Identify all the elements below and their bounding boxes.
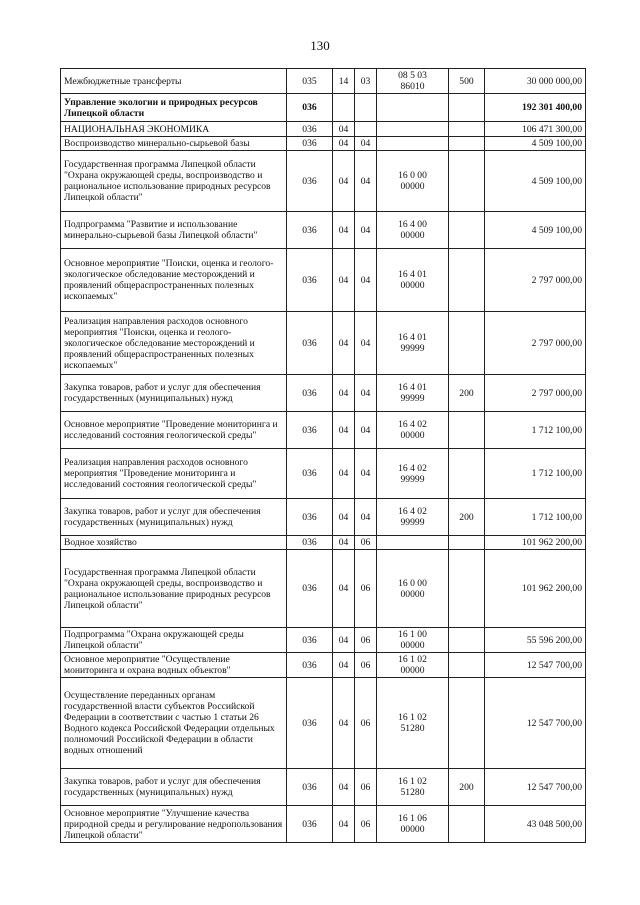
table-row bbox=[61, 449, 586, 499]
cell-section: 04 bbox=[333, 449, 355, 499]
cell-subsection: 06 bbox=[355, 678, 377, 769]
cell-name: НАЦИОНАЛЬНАЯ ЭКОНОМИКА bbox=[61, 122, 287, 137]
cell-amount: 4 509 100,00 bbox=[485, 151, 586, 212]
cell-subsection: 06 bbox=[355, 653, 377, 678]
cell-section: 04 bbox=[333, 628, 355, 653]
cell-target-article: 16 0 00 00000 bbox=[377, 550, 449, 628]
cell-target-article: 16 1 02 00000 bbox=[377, 653, 449, 678]
cell-amount: 1 712 100,00 bbox=[485, 499, 586, 536]
cell-expense-type: 200 bbox=[449, 375, 485, 412]
cell-section bbox=[333, 94, 355, 122]
table-row bbox=[61, 499, 586, 536]
cell-section: 04 bbox=[333, 412, 355, 449]
table-row bbox=[61, 69, 586, 94]
cell-code: 036 bbox=[287, 122, 333, 137]
cell-target-article: 16 4 02 00000 bbox=[377, 412, 449, 449]
cell-name: Осуществление переданных органам государственной власти субъектов Российской Федерации в соответствии с частью 1 статьи 26 Водного кодекса Российской Федерации отдельных полномочий Российской Федерации в области водных отношений bbox=[61, 678, 287, 769]
cell-code: 036 bbox=[287, 312, 333, 375]
table-row bbox=[61, 122, 586, 137]
cell-amount: 12 547 700,00 bbox=[485, 653, 586, 678]
cell-name: Межбюджетные трансферты bbox=[61, 69, 287, 94]
cell-section: 04 bbox=[333, 212, 355, 249]
cell-subsection: 04 bbox=[355, 249, 377, 312]
cell-target-article: 16 1 02 51280 bbox=[377, 769, 449, 806]
cell-subsection: 06 bbox=[355, 628, 377, 653]
cell-target-article: 16 1 06 00000 bbox=[377, 806, 449, 843]
cell-subsection: 06 bbox=[355, 536, 377, 550]
cell-name: Основное мероприятие "Поиски, оценка и геолого-экологическое обследование месторождений и проявлений общераспространенных полезных ископаемых" bbox=[61, 249, 287, 312]
cell-section: 04 bbox=[333, 536, 355, 550]
cell-expense-type bbox=[449, 94, 485, 122]
cell-expense-type bbox=[449, 249, 485, 312]
cell-name: Государственная программа Липецкой области "Охрана окружающей среды, воспроизводство и рациональное использование природных ресурсов Липецкой области" bbox=[61, 151, 287, 212]
cell-amount: 2 797 000,00 bbox=[485, 375, 586, 412]
cell-name: Закупка товаров, работ и услуг для обеспечения государственных (муниципальных) нужд bbox=[61, 499, 287, 536]
cell-target-article: 16 0 00 00000 bbox=[377, 151, 449, 212]
cell-name: Подпрограмма "Развитие и использование минерально-сырьевой базы Липецкой области" bbox=[61, 212, 287, 249]
page-number: 130 bbox=[310, 38, 330, 53]
cell-expense-type bbox=[449, 806, 485, 843]
cell-name: Закупка товаров, работ и услуг для обеспечения государственных (муниципальных) нужд bbox=[61, 769, 287, 806]
table-row bbox=[61, 312, 586, 375]
cell-section: 04 bbox=[333, 137, 355, 151]
cell-code: 036 bbox=[287, 249, 333, 312]
cell-amount: 4 509 100,00 bbox=[485, 137, 586, 151]
cell-amount: 30 000 000,00 bbox=[485, 69, 586, 94]
cell-target-article: 16 4 02 99999 bbox=[377, 449, 449, 499]
table-row bbox=[61, 94, 586, 122]
cell-subsection: 04 bbox=[355, 375, 377, 412]
table-body bbox=[61, 69, 586, 843]
cell-name: Воспроизводство минерально-сырьевой базы bbox=[61, 137, 287, 151]
cell-section: 04 bbox=[333, 769, 355, 806]
cell-section: 04 bbox=[333, 122, 355, 137]
cell-target-article: 16 4 01 99999 bbox=[377, 312, 449, 375]
cell-code: 036 bbox=[287, 678, 333, 769]
table-row bbox=[61, 536, 586, 550]
table-row bbox=[61, 653, 586, 678]
cell-section: 04 bbox=[333, 653, 355, 678]
cell-name: Закупка товаров, работ и услуг для обеспечения государственных (муниципальных) нужд bbox=[61, 375, 287, 412]
cell-amount: 106 471 300,00 bbox=[485, 122, 586, 137]
cell-section: 04 bbox=[333, 806, 355, 843]
cell-amount: 101 962 200,00 bbox=[485, 536, 586, 550]
cell-target-article bbox=[377, 137, 449, 151]
table-row bbox=[61, 375, 586, 412]
cell-subsection: 04 bbox=[355, 312, 377, 375]
cell-amount: 12 547 700,00 bbox=[485, 769, 586, 806]
cell-target-article: 16 4 00 00000 bbox=[377, 212, 449, 249]
cell-code: 036 bbox=[287, 550, 333, 628]
cell-amount: 192 301 400,00 bbox=[485, 94, 586, 122]
cell-section: 04 bbox=[333, 375, 355, 412]
cell-expense-type bbox=[449, 122, 485, 137]
cell-subsection: 03 bbox=[355, 69, 377, 94]
cell-target-article: 16 4 01 99999 bbox=[377, 375, 449, 412]
cell-subsection: 06 bbox=[355, 806, 377, 843]
cell-code: 036 bbox=[287, 806, 333, 843]
cell-amount: 2 797 000,00 bbox=[485, 249, 586, 312]
cell-code: 035 bbox=[287, 69, 333, 94]
cell-amount: 4 509 100,00 bbox=[485, 212, 586, 249]
cell-section: 04 bbox=[333, 499, 355, 536]
cell-subsection bbox=[355, 122, 377, 137]
cell-subsection: 04 bbox=[355, 449, 377, 499]
cell-name: Реализация направления расходов основного мероприятия "Проведение мониторинга и исследований состояния геологической среды" bbox=[61, 449, 287, 499]
cell-code: 036 bbox=[287, 212, 333, 249]
cell-expense-type bbox=[449, 151, 485, 212]
cell-amount: 101 962 200,00 bbox=[485, 550, 586, 628]
table-row bbox=[61, 249, 586, 312]
cell-name: Основное мероприятие "Осуществление мониторинга и охрана водных объектов" bbox=[61, 653, 287, 678]
cell-code: 036 bbox=[287, 653, 333, 678]
cell-subsection: 06 bbox=[355, 769, 377, 806]
cell-code: 036 bbox=[287, 94, 333, 122]
cell-expense-type bbox=[449, 412, 485, 449]
cell-section: 04 bbox=[333, 249, 355, 312]
cell-target-article bbox=[377, 94, 449, 122]
cell-code: 036 bbox=[287, 499, 333, 536]
cell-code: 036 bbox=[287, 536, 333, 550]
cell-name: Управление экологии и природных ресурсов Липецкой области bbox=[61, 94, 287, 122]
table-row bbox=[61, 137, 586, 151]
cell-target-article: 16 1 02 51280 bbox=[377, 678, 449, 769]
table-row bbox=[61, 769, 586, 806]
cell-expense-type: 500 bbox=[449, 69, 485, 94]
cell-expense-type bbox=[449, 550, 485, 628]
cell-target-article bbox=[377, 536, 449, 550]
table-row bbox=[61, 806, 586, 843]
cell-section: 04 bbox=[333, 678, 355, 769]
cell-amount: 1 712 100,00 bbox=[485, 412, 586, 449]
cell-code: 036 bbox=[287, 449, 333, 499]
cell-code: 036 bbox=[287, 412, 333, 449]
cell-code: 036 bbox=[287, 137, 333, 151]
table-row bbox=[61, 151, 586, 212]
cell-name: Основное мероприятие "Улучшение качества природной среды и регулирование недропользования Липецкой области" bbox=[61, 806, 287, 843]
cell-target-article: 16 4 01 00000 bbox=[377, 249, 449, 312]
cell-expense-type bbox=[449, 678, 485, 769]
cell-subsection: 04 bbox=[355, 412, 377, 449]
cell-name: Государственная программа Липецкой области "Охрана окружающей среды, воспроизводство и рациональное использование природных ресурсов Липецкой области" bbox=[61, 550, 287, 628]
table-row bbox=[61, 550, 586, 628]
cell-code: 036 bbox=[287, 628, 333, 653]
cell-expense-type: 200 bbox=[449, 769, 485, 806]
cell-expense-type bbox=[449, 536, 485, 550]
cell-amount: 12 547 700,00 bbox=[485, 678, 586, 769]
cell-target-article: 16 4 02 99999 bbox=[377, 499, 449, 536]
cell-expense-type bbox=[449, 628, 485, 653]
table-row bbox=[61, 412, 586, 449]
cell-subsection: 04 bbox=[355, 137, 377, 151]
cell-subsection bbox=[355, 94, 377, 122]
cell-target-article: 08 5 03 86010 bbox=[377, 69, 449, 94]
budget-table bbox=[60, 68, 586, 843]
cell-expense-type bbox=[449, 449, 485, 499]
cell-amount: 43 048 500,00 bbox=[485, 806, 586, 843]
cell-target-article: 16 1 00 00000 bbox=[377, 628, 449, 653]
cell-name: Основное мероприятие "Проведение мониторинга и исследований состояния геологической среды" bbox=[61, 412, 287, 449]
cell-section: 04 bbox=[333, 151, 355, 212]
cell-expense-type bbox=[449, 312, 485, 375]
cell-code: 036 bbox=[287, 151, 333, 212]
cell-subsection: 04 bbox=[355, 212, 377, 249]
table-row bbox=[61, 678, 586, 769]
cell-subsection: 04 bbox=[355, 151, 377, 212]
table-row bbox=[61, 212, 586, 249]
cell-target-article bbox=[377, 122, 449, 137]
cell-subsection: 06 bbox=[355, 550, 377, 628]
cell-expense-type bbox=[449, 212, 485, 249]
table-row bbox=[61, 628, 586, 653]
cell-subsection: 04 bbox=[355, 499, 377, 536]
cell-expense-type: 200 bbox=[449, 499, 485, 536]
cell-section: 14 bbox=[333, 69, 355, 94]
cell-amount: 2 797 000,00 bbox=[485, 312, 586, 375]
cell-code: 036 bbox=[287, 375, 333, 412]
cell-section: 04 bbox=[333, 550, 355, 628]
cell-name: Водное хозяйство bbox=[61, 536, 287, 550]
cell-name: Реализация направления расходов основного мероприятия "Поиски, оценка и геолого-экологическое обследование месторождений и проявлений общераспространенных полезных ископаемых" bbox=[61, 312, 287, 375]
cell-amount: 55 596 200,00 bbox=[485, 628, 586, 653]
cell-name: Подпрограмма "Охрана окружающей среды Липецкой области" bbox=[61, 628, 287, 653]
cell-amount: 1 712 100,00 bbox=[485, 449, 586, 499]
cell-expense-type bbox=[449, 653, 485, 678]
cell-section: 04 bbox=[333, 312, 355, 375]
cell-code: 036 bbox=[287, 769, 333, 806]
cell-expense-type bbox=[449, 137, 485, 151]
